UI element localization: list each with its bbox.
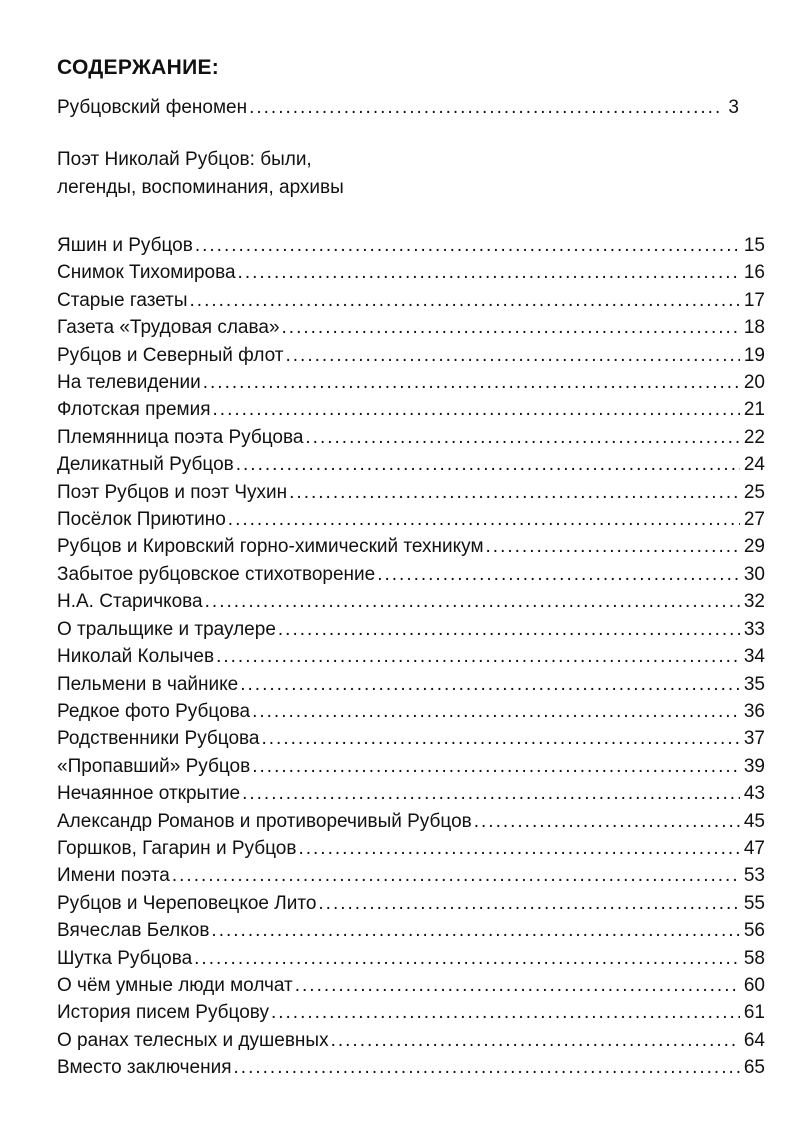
toc-entry-intro <box>57 94 739 121</box>
entry-page: 24 <box>743 454 765 476</box>
dot-leader <box>295 972 740 999</box>
toc-entry <box>57 1054 765 1081</box>
entry-label: Снимок Тихомирова <box>57 262 236 284</box>
toc-entry <box>57 479 765 506</box>
entry-page: 55 <box>743 892 765 914</box>
toc-entry <box>57 753 765 780</box>
entry-page: 53 <box>743 865 765 887</box>
dot-leader <box>486 533 740 560</box>
entry-label: Вместо заключения <box>57 1057 232 1079</box>
entry-label: Горшков, Гагарин и Рубцов <box>57 837 297 859</box>
entry-page: 16 <box>743 262 765 284</box>
entry-label: Забытое рубцовское стихотворение <box>57 563 376 585</box>
dot-leader <box>242 780 740 807</box>
toc-entry <box>57 287 765 314</box>
entry-page: 20 <box>743 372 765 394</box>
entry-label: Поэт Рубцов и поэт Чухин <box>57 481 288 503</box>
entry-page: 18 <box>743 317 765 339</box>
entry-page: 37 <box>743 728 765 750</box>
dot-leader <box>285 342 739 369</box>
entry-page: 56 <box>743 920 765 942</box>
entry-label: Родственники Рубцова <box>57 728 260 750</box>
entry-label: Рубцов и Северный флот <box>57 344 284 366</box>
entry-page: 47 <box>743 837 765 859</box>
entry-label: Старые газеты <box>57 289 188 311</box>
entry-label: Рубцов и Череповецкое Лито <box>57 892 317 914</box>
dot-leader <box>271 999 740 1026</box>
dot-leader <box>474 808 740 835</box>
dot-leader <box>234 1054 740 1081</box>
dot-leader <box>203 369 740 396</box>
toc-entry <box>57 972 765 999</box>
dot-leader <box>205 588 740 615</box>
section-heading-line1: Поэт Николай Рубцов: были, <box>57 149 312 170</box>
dot-leader <box>216 643 740 670</box>
dot-leader <box>195 232 740 259</box>
entry-page: 22 <box>743 426 765 448</box>
entry-label: Вячеслав Белков <box>57 920 210 942</box>
entry-label: Яшин и Рубцов <box>57 235 193 256</box>
toc-entry <box>57 616 765 643</box>
dot-leader <box>278 616 740 643</box>
toc-entry <box>57 342 765 369</box>
entry-label: О тральщике и траулере <box>57 618 276 640</box>
toc-entry <box>57 533 765 560</box>
entry-page: 19 <box>743 344 765 366</box>
toc-entry <box>57 999 765 1026</box>
entry-page: 30 <box>743 563 765 585</box>
entry-page: 35 <box>743 673 765 695</box>
toc-entry <box>57 506 765 533</box>
dot-leader <box>252 698 740 725</box>
entry-page: 29 <box>743 536 765 558</box>
entry-page: 27 <box>743 509 765 531</box>
toc-entry <box>57 1027 765 1054</box>
section-heading <box>57 146 344 202</box>
dot-leader <box>172 862 740 889</box>
dot-leader <box>331 1027 740 1054</box>
entry-page: 61 <box>743 1002 765 1024</box>
entry-label: Рубцовский феномен <box>57 97 248 118</box>
entry-label: Рубцов и Кировский горно-химический техникум <box>57 536 484 558</box>
toc-entry <box>57 451 765 478</box>
toc-entry <box>57 259 765 286</box>
entry-label: Николай Колычев <box>57 646 215 668</box>
entry-label: Племянница поэта Рубцова <box>57 426 304 448</box>
toc-entry <box>57 698 765 725</box>
dot-leader <box>236 451 740 478</box>
toc-entry <box>57 643 765 670</box>
toc-entry <box>57 232 765 259</box>
dot-leader <box>282 314 740 341</box>
entry-page: 39 <box>743 755 765 777</box>
dot-leader <box>190 287 740 314</box>
entry-label: Посёлок Приютино <box>57 509 226 531</box>
toc-entry <box>57 862 765 889</box>
entry-page: 3 <box>728 97 739 118</box>
toc-entry <box>57 725 765 752</box>
entry-label: Шутка Рубцова <box>57 947 193 969</box>
toc-entry <box>57 890 765 917</box>
entry-page: 15 <box>743 235 765 256</box>
dot-leader <box>213 396 740 423</box>
dot-leader <box>249 94 724 121</box>
entry-label: Деликатный Рубцов <box>57 454 234 476</box>
toc-entry <box>57 369 765 396</box>
entry-label: Редкое фото Рубцова <box>57 700 251 722</box>
entry-page: 65 <box>743 1057 765 1079</box>
entry-label: История писем Рубцову <box>57 1002 269 1024</box>
entry-label: Пельмени в чайнике <box>57 673 239 695</box>
toc-entry <box>57 780 765 807</box>
toc-entry <box>57 835 765 862</box>
entry-label: Нечаянное открытие <box>57 783 241 805</box>
toc-title: СОДЕРЖАНИЕ: <box>57 56 220 79</box>
entry-page: 17 <box>743 289 765 311</box>
toc-entry <box>57 314 765 341</box>
toc-entry <box>57 917 765 944</box>
dot-leader <box>240 671 740 698</box>
entry-label: Имени поэта <box>57 865 170 887</box>
entry-page: 25 <box>743 481 765 503</box>
entry-label: Флотская премия <box>57 399 211 421</box>
toc-entry <box>57 424 765 451</box>
dot-leader <box>211 917 739 944</box>
toc-entry <box>57 671 765 698</box>
entry-label: Н.А. Старичкова <box>57 591 203 613</box>
entry-page: 32 <box>743 591 765 613</box>
entry-label: На телевидении <box>57 372 201 394</box>
dot-leader <box>305 424 739 451</box>
dot-leader <box>194 945 740 972</box>
entry-label: О чём умные люди молчат <box>57 974 293 996</box>
entry-page: 64 <box>743 1029 765 1051</box>
toc-entry <box>57 561 765 588</box>
entry-page: 45 <box>743 810 765 832</box>
entry-page: 21 <box>743 399 765 421</box>
section-heading-line2: легенды, воспоминания, архивы <box>57 177 344 198</box>
entry-page: 43 <box>743 783 765 805</box>
entry-page: 36 <box>743 700 765 722</box>
dot-leader <box>318 890 739 917</box>
entry-label: Александр Романов и противоречивый Рубцов <box>57 810 472 832</box>
dot-leader <box>377 561 740 588</box>
toc-entry <box>57 396 765 423</box>
dot-leader <box>228 506 740 533</box>
entry-page: 58 <box>743 947 765 969</box>
dot-leader <box>298 835 739 862</box>
entry-label: Газета «Трудовая слава» <box>57 317 280 339</box>
entry-page: 33 <box>743 618 765 640</box>
toc-list <box>57 232 765 1082</box>
entry-label: «Пропавший» Рубцов <box>57 755 251 777</box>
dot-leader <box>238 259 740 286</box>
dot-leader <box>252 753 740 780</box>
entry-page: 34 <box>743 646 765 668</box>
entry-label: О ранах телесных и душевных <box>57 1029 329 1051</box>
toc-entry <box>57 808 765 835</box>
dot-leader <box>289 479 740 506</box>
dot-leader <box>261 725 739 752</box>
toc-entry <box>57 945 765 972</box>
toc-entry <box>57 588 765 615</box>
entry-page: 60 <box>743 974 765 996</box>
